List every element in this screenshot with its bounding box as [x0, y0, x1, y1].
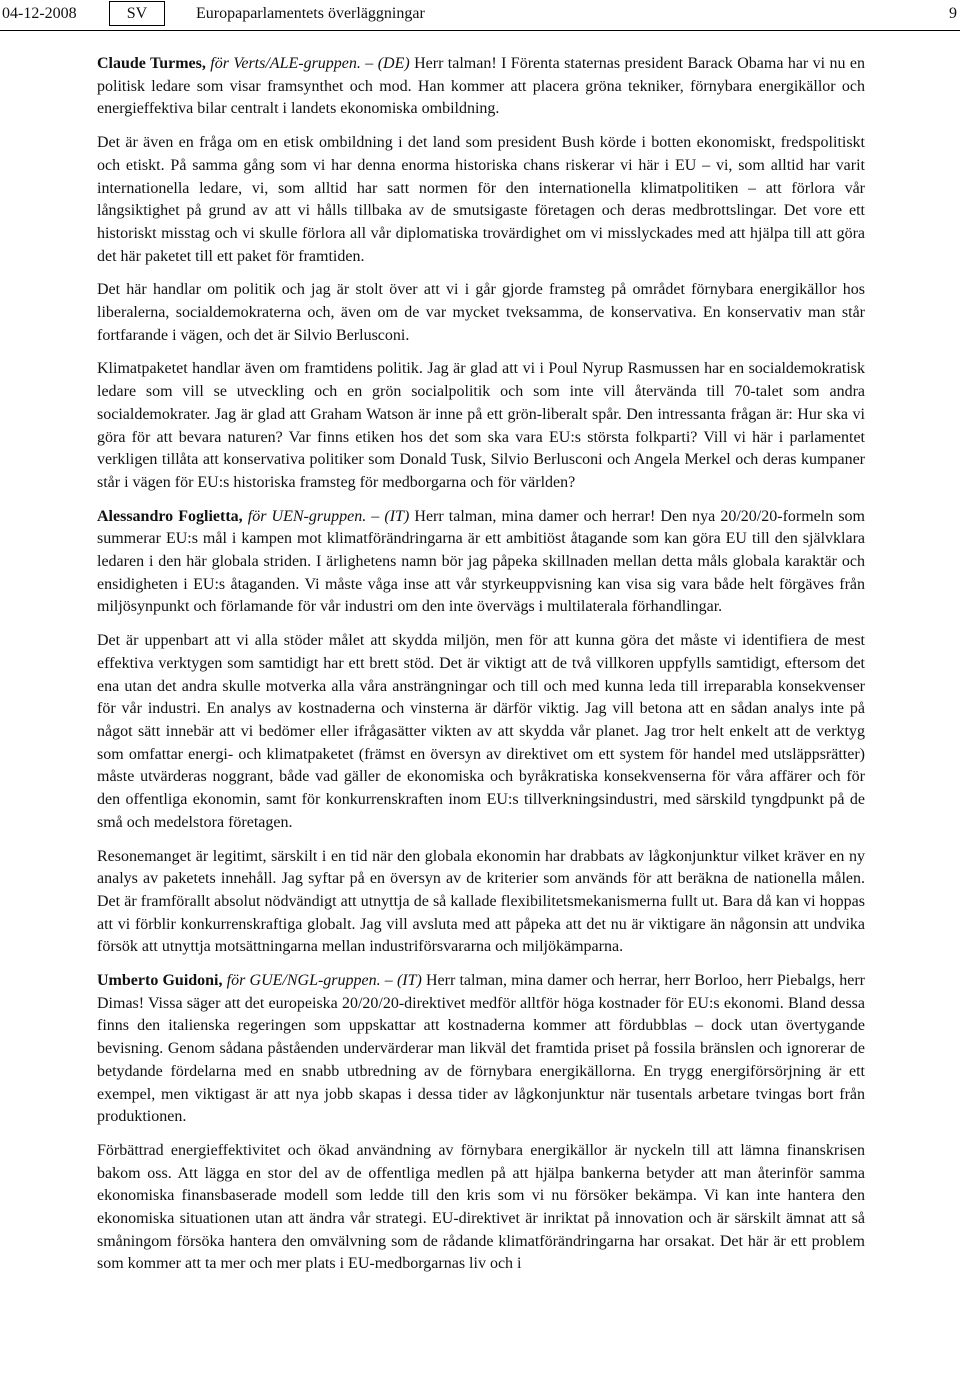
header-title: Europaparlamentets överläggningar [196, 5, 425, 22]
speaker-affiliation: för Verts/ALE-gruppen. – (DE) [205, 55, 410, 72]
header-date: 04-12-2008 [2, 5, 77, 22]
paragraph-text: Herr talman! I Förenta staternas president Barack Obama har vi nu en politisk ledare som visar framsynthet och mod. Han kommer att placera gröna tekniker, förnybara energikällor och energieffektiva bilar centralt i landets ekonomiska ombildning. [97, 55, 865, 118]
paragraph-text: Det här handlar om politik och jag är stolt över att vi i går gjorde framsteg på området förnybara energikällor hos liberalerna, socialdemokraterna och, även om de var mycket tveksamma, de konservativa. En konservativ man står fortfarande i vägen, och det är Silvio Berlusconi. [97, 281, 865, 344]
paragraph-text: Herr talman, mina damer och herrar, herr Borloo, herr Piebalgs, herr Dimas! Vissa säger att det europeiska 20/20/20-direktivet medför alltför höga kostnader för EU:s ekonomi. Bland dessa finns den italienska regeringen som uppskattar att kostnaderna kommer att fördubblas – dock utan övertygande bevisning. Genom sådana påståenden undervärderar man likväl det framtida priset på fossila bränslen och ignorerar de betydande fördelarna med en snabb utbredning av de förnybara energikällorna. En trygg energiförsörjning är ett exempel, men viktigast är att nya jobb skapas i dessa tider av lågkonjunktur när tusentals arbetare tvingas bort från produktionen. [97, 972, 866, 1126]
page-header [0, 0, 960, 31]
paragraph-text: Det är uppenbart att vi alla stöder målet att skydda miljön, men för att kunna göra det måste vi identifiera de mest effektiva verktygen som samtidigt har ett brett stöd. Det är viktigt att de två villkoren uppfylls samtidigt, eftersom det ena utan det andra skulle motverka alla våra ansträngningar och till och med kunna leda till irreparabla konsekvenser för vår industri. En analys av kostnaderna och vinsterna är därför viktig. Jag vill betona att en sådan analys inte på något sätt innebär att vi bedömer eller ifrågasätter vikten av att skydda vår planet. Jag tror helt enkelt att de verktyg som omfattar energi- och klimatpaketet (främst en översyn av direktivet om ett system för handel med utsläppsrätter) måste utvärderas noggrant, både vad gäller de ekonomiska och byråkratiska konsekvenserna för våra affärer och för den offentliga ekonomin, samt för konkurrenskraften inom EU:s tillverkningsindustri, med särskild tyngdpunkt på de små och medelstora företagen. [97, 632, 865, 831]
paragraph-speech-turmes [97, 53, 865, 121]
language-badge: SV [109, 1, 165, 26]
paragraph [97, 846, 865, 960]
speaker-name: Alessandro Foglietta, [97, 507, 243, 525]
paragraph-text: Klimatpaketet handlar även om framtidens politik. Jag är glad att vi i Poul Nyrup Rasmussen har en socialdemokratisk ledare som vill se utveckling och en grön socialpolitik och som inte vill återvända till 70-talet som andra socialdemokrater. Jag är glad att Graham Watson är inne på ett grön-liberalt spår. Den intressanta frågan är: Hur ska vi göra för att bevara naturen? Var finns etiken hos det som ska vara EU:s största folkparti? Vill vi här i parlamentet verkligen tillåta att konservativa politiker som Donald Tusk, Silvio Berlusconi och Angela Merkel och deras kumpaner står i vägen för EU:s historiska framsteg för medborgarna och för världen? [97, 360, 865, 491]
speaker-affiliation: för UEN-gruppen. – (IT) [242, 507, 410, 525]
paragraph [97, 1140, 865, 1276]
page-number: 9 [949, 5, 957, 22]
speaker-name: Claude Turmes, [97, 55, 206, 72]
paragraph [97, 132, 865, 268]
speaker-name: Umberto Guidoni, [97, 972, 223, 990]
paragraph-text: Det är även en fråga om en etisk ombildning i det land som president Bush körde i botten ekonomiskt, fredspolitiskt och etiskt. På samma gång som vi har denna enorma historiska chans riskerar vi här i EU – vi, som alltid har varit internationella ledare, vi, som alltid har satt normen för den internationella klimatpolitiken – att förlora vår långsiktighet på grund av att vi hålls tillbaka av de smutsigaste företagen och deras medbrottslingar. Det vore ett historiskt misstag och vi skulle förlora all vår diplomatiska trovärdighet om vi misslyckades med att hjälpa till att göra det här paketet till ett paket för framtiden. [97, 134, 865, 265]
speaker-affiliation: för GUE/NGL-gruppen. – (IT) [222, 972, 422, 990]
paragraph [97, 630, 865, 834]
paragraph-text: Förbättrad energieffektivitet och ökad användning av förnybara energikällor är nyckeln till att lämna finanskrisen bakom oss. Att lägga en stor del av de offentliga medlen på att hjälpa bankerna betyder att man återinför samma ekonomiska finansbaserade modell som ledde till den kris som vi nu försöker bekämpa. Vi kan inte hantera den ekonomiska situationen utan att ändra vår strategi. EU-direktivet är inriktat på innovation och är särskilt ämnat att så småningom försöka hantera den omvälvning som de rådande klimatförändringarna har orsakat. Det här är ett problem som kommer att ta mer och mer plats i EU-medborgarnas liv och i [97, 1141, 865, 1273]
paragraph-text: Resonemanget är legitimt, särskilt i en tid när den globala ekonomin har drabbats av lågkonjunktur vilket kräver en ny analys av paketets innehåll. Jag syftar på en översyn av de kriterier som används för att beräkna de nationella målen. Det är framförallt absolut nödvändigt att utnyttja de så kallade flexibilitetsmekanismerna fullt ut. Bara då kan vi hoppas att vi förblir konkurrenskraftiga globalt. Jag vill avsluta med att påpeka att det nu är viktigare än någonsin att undvika försök att utnyttja motsättningarna mellan industriförsvararna och miljökämparna. [97, 847, 865, 956]
paragraph-text: Herr talman, mina damer och herrar! Den nya 20/20/20-formeln som summerar EU:s mål i kampen mot klimatförändringarna är ett ambitiöst åtagande som kan göra EU till den självklara ledaren i den här globala striden. I ärlighetens namn bör jag påpeka skillnaden mellan detta måls globala karaktär och ensidigheten i EU:s åtaganden. Vi måste våga inse att vår styrkeuppvisning kan visa sig vara både helt förgäves från miljösynpunkt och förlamande för vår industri om den inte övervägs i multilaterala förhandlingar. [97, 507, 866, 616]
paragraph [97, 279, 865, 347]
paragraph-speech-guidoni [97, 970, 865, 1129]
paragraph [97, 358, 865, 494]
document-body [97, 53, 865, 1287]
paragraph-speech-foglietta [97, 506, 865, 620]
